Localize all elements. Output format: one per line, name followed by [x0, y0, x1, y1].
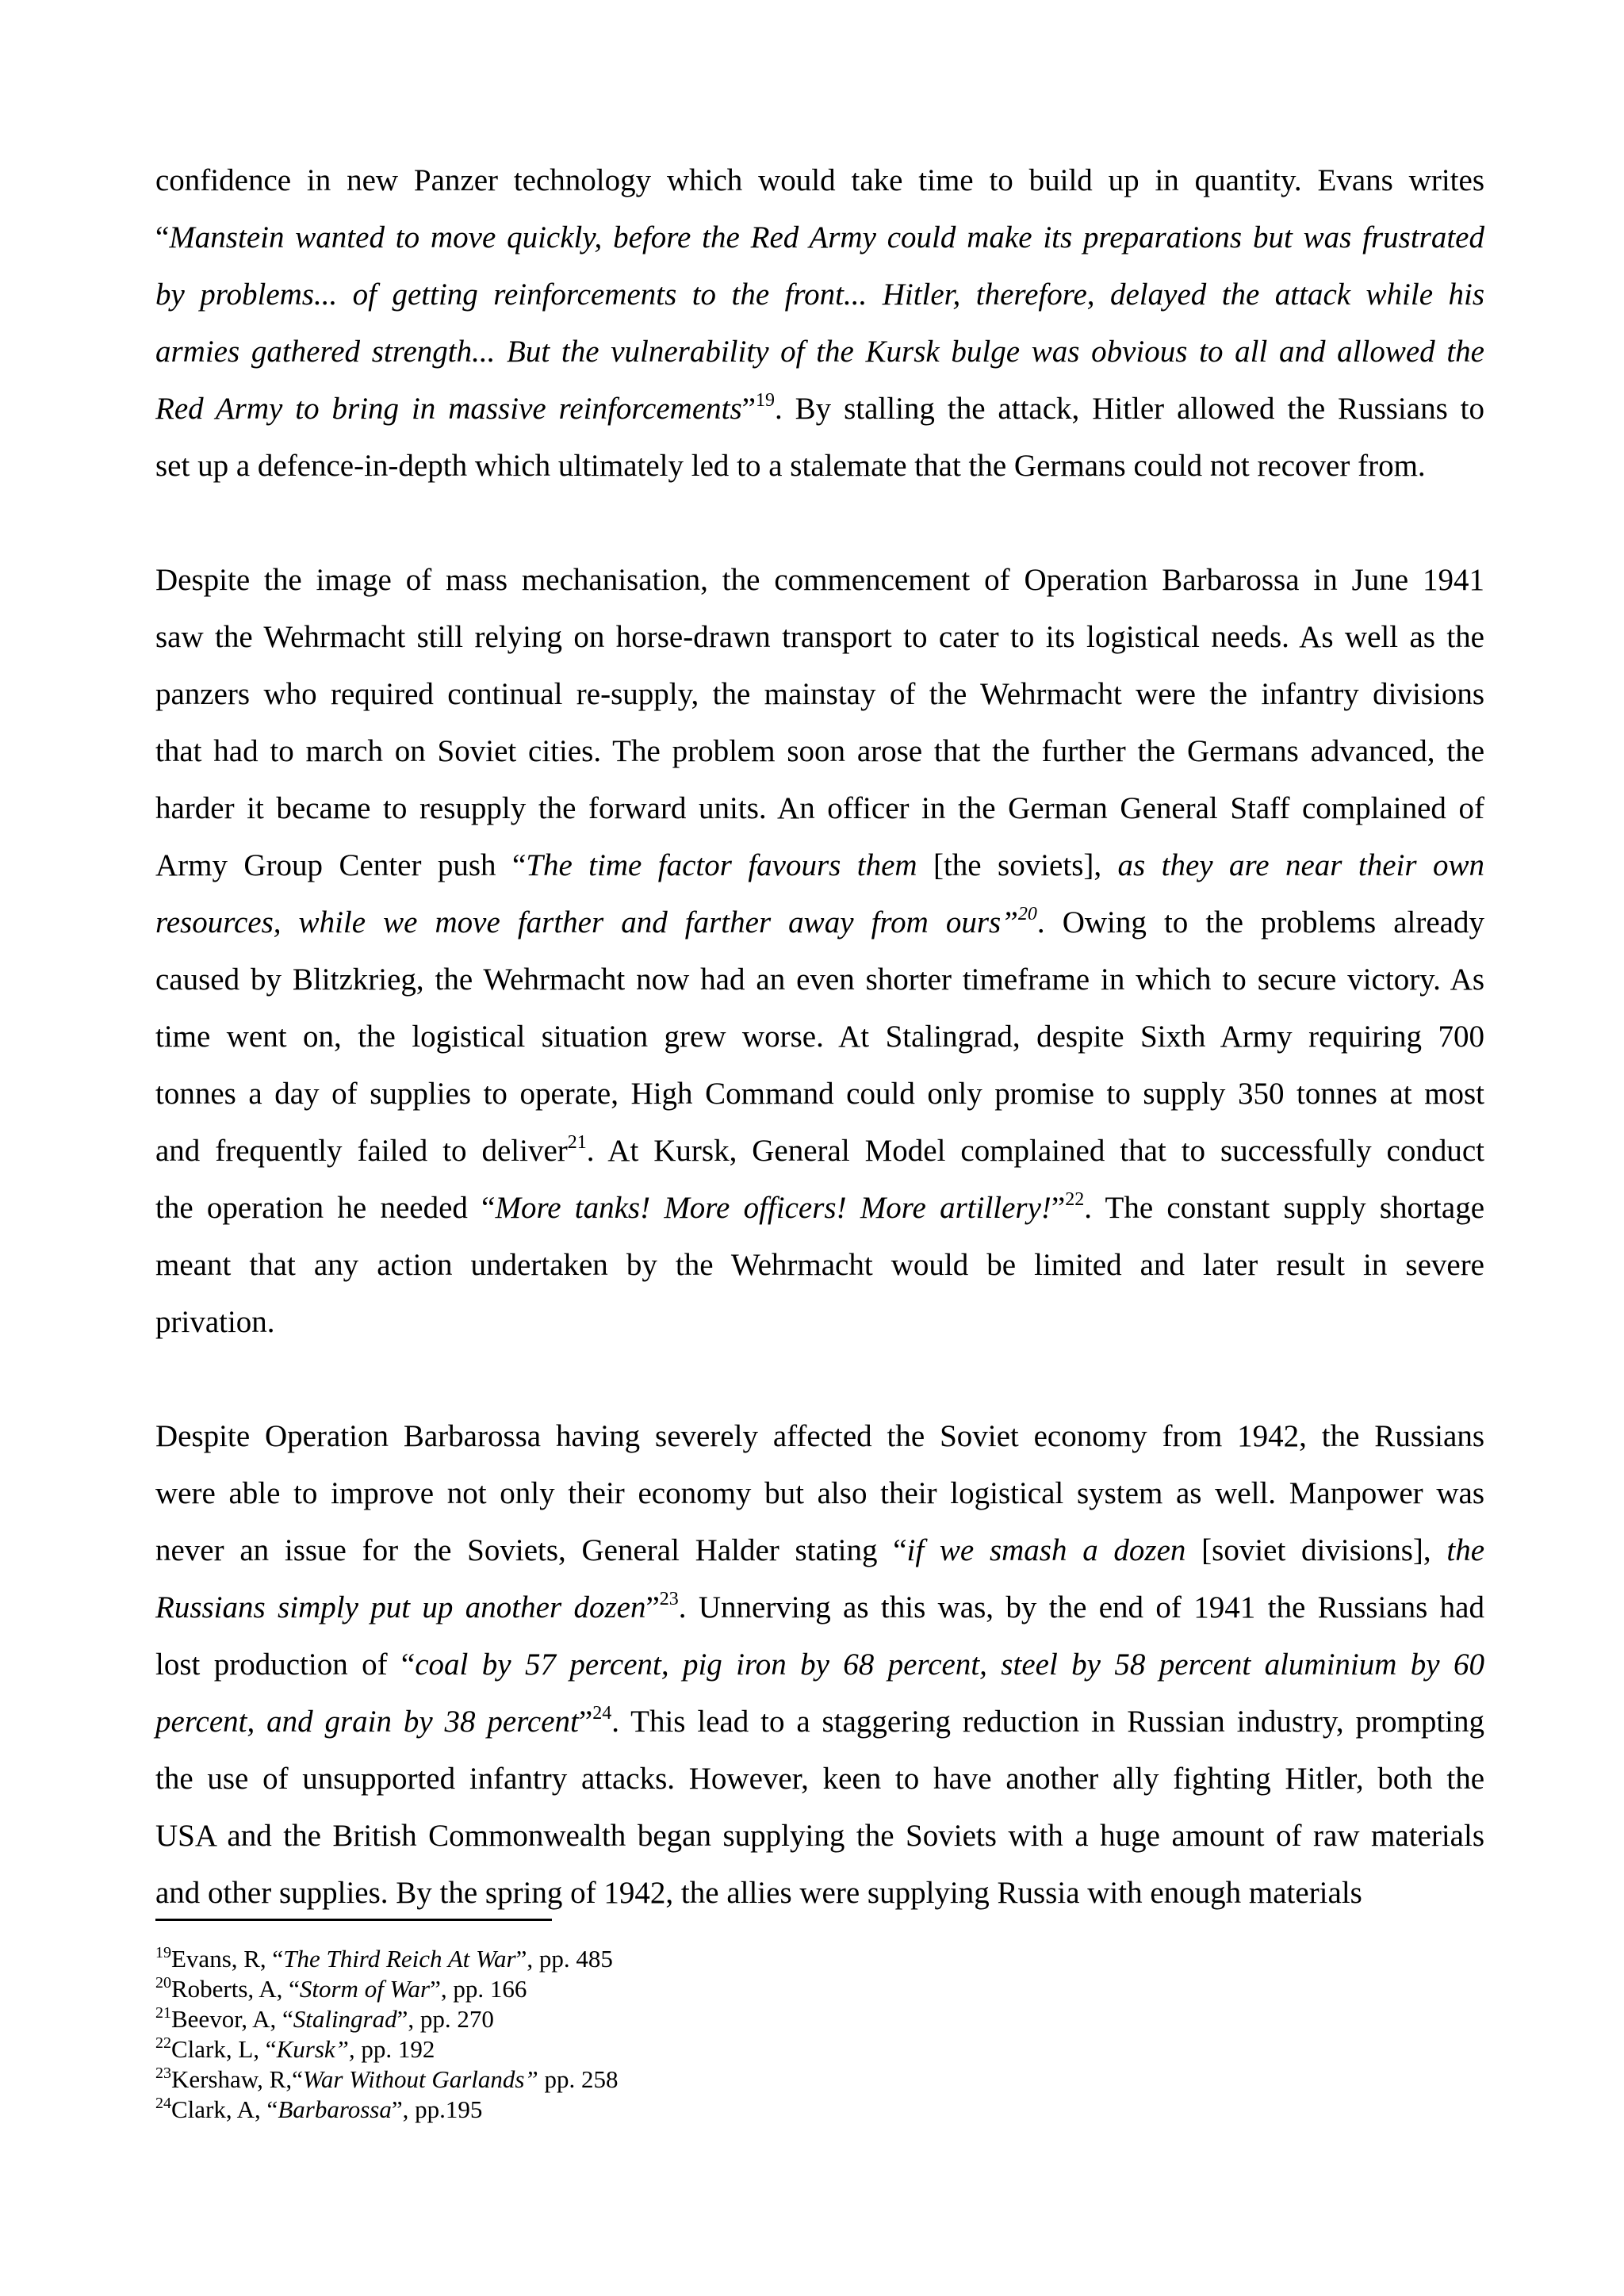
footnote-ref: 19 [755, 390, 775, 411]
text-line [155, 609, 1484, 666]
footnotes [155, 1944, 1107, 2125]
body-text [155, 152, 1484, 1922]
text-line [155, 1808, 1484, 1865]
text-run: Clark, A, “ [171, 2095, 278, 2123]
italic-quote: Red Army to bring in massive reinforcements [155, 392, 742, 426]
text-line [155, 1751, 1484, 1808]
italic-quote: More tanks! More officers! More artillery! [495, 1191, 1051, 1225]
footnote-ref: 23 [155, 2064, 171, 2082]
italic-quote: Barbarossa [278, 2095, 392, 2123]
text-line [155, 1237, 1484, 1294]
text-run: and frequently failed to deliver [155, 1134, 568, 1168]
text-line [155, 552, 1484, 609]
italic-quote: percent, and grain by 38 percent [155, 1705, 579, 1739]
text-run: Clark, L, “ [171, 2035, 277, 2063]
text-run: ”, pp. 166 [430, 1975, 527, 2003]
text-run: ” [1051, 1191, 1066, 1225]
text-run: lost production of “ [155, 1647, 416, 1682]
text-run: [soviet divisions], [1185, 1533, 1447, 1567]
footnote-ref: 23 [659, 1589, 679, 1609]
text-line [155, 438, 1484, 495]
footnote-item [155, 2095, 1107, 2125]
text-line [155, 1693, 1484, 1751]
paragraph-1 [155, 152, 1484, 495]
text-run: Army Group Center push “ [155, 848, 527, 882]
text-run: pp. 258 [538, 2065, 619, 2093]
text-run: the operation he needed “ [155, 1191, 496, 1225]
text-run: panzers who required continual re-supply, the mainstay of the Wehrmacht were the infantry divisions [155, 677, 1484, 711]
text-run: Roberts, A, “ [171, 1975, 300, 2003]
text-line [155, 1408, 1484, 1465]
text-run: ”, pp. 485 [515, 1945, 613, 1973]
italic-quote: The time factor favours them [526, 848, 917, 882]
text-line [155, 1180, 1484, 1237]
text-run: pp. 192 [354, 2035, 435, 2063]
text-line [155, 152, 1484, 209]
footnote-ref: 24 [155, 2095, 171, 2112]
paragraph-3 [155, 1408, 1484, 1922]
text-run: Despite Operation Barbarossa having severely affected the Soviet economy from 1942, the Russians [155, 1419, 1484, 1453]
footnote-ref: 24 [592, 1703, 612, 1724]
footnote-item [155, 2034, 1107, 2064]
text-line [155, 381, 1484, 438]
text-run: ”, pp.195 [391, 2095, 483, 2123]
text-line [155, 780, 1484, 837]
text-run: Evans, R, “ [171, 1945, 284, 1973]
italic-quote: Manstein wanted to move quickly, before the Red Army could make its preparations but was frustrated [169, 220, 1484, 254]
text-run: . Unnerving as this was, by the end of 1941 the Russians had [678, 1590, 1484, 1624]
text-run: . By stalling the attack, Hitler allowed the Russians to [774, 392, 1485, 426]
text-run: meant that any action undertaken by the Wehrmacht would be limited and later result in severe [155, 1248, 1484, 1282]
footnote-ref: 21 [567, 1132, 587, 1153]
italic-quote: by problems... of getting reinforcements to the front... Hitler, therefore, delayed the attack while his [155, 277, 1484, 312]
italic-quote: armies gathered strength... But the vulnerability of the Kursk bulge was obvious to all and allowed the [155, 335, 1484, 369]
italic-quote: if we smash a dozen [906, 1533, 1186, 1567]
text-run: . This lead to a staggering reduction in Russian industry, prompting [611, 1705, 1484, 1739]
text-run: that had to march on Soviet cities. The problem soon arose that the further the Germans advanced, the [155, 734, 1484, 768]
text-run: ” [645, 1590, 660, 1624]
italic-quote: The Third Reich At War [283, 1945, 516, 1973]
text-run: . The constant supply shortage [1084, 1191, 1484, 1225]
text-run: tonnes a day of supplies to operate, High Command could only promise to supply 350 tonnes at most [155, 1077, 1484, 1111]
text-line [155, 1294, 1484, 1351]
text-run: [the soviets], [917, 848, 1118, 882]
text-run: USA and the British Commonwealth began supplying the Soviets with a huge amount of raw materials [155, 1819, 1484, 1853]
text-run: harder it became to resupply the forward units. An officer in the German General Staff complained of [155, 791, 1484, 825]
text-line [155, 894, 1484, 951]
text-run: . Owing to the problems already [1036, 905, 1484, 939]
text-run: were able to improve not only their economy but also their logistical system as well. Manpower was [155, 1476, 1484, 1510]
text-run: saw the Wehrmacht still relying on horse-drawn transport to cater to its logistical needs. As well as the [155, 620, 1484, 654]
text-line [155, 1465, 1484, 1522]
text-run: “ [155, 220, 170, 254]
text-line [155, 209, 1484, 266]
italic-quote: Kursk”, [276, 2035, 355, 2063]
text-line [155, 1123, 1484, 1180]
text-line [155, 1579, 1484, 1636]
footnote-ref: 20 [1017, 904, 1037, 924]
text-run: ”, pp. 270 [396, 2005, 494, 2033]
text-run: Beevor, A, “ [171, 2005, 293, 2033]
text-line [155, 837, 1484, 894]
text-run: Kershaw, R,“ [171, 2065, 303, 2093]
text-run: and other supplies. By the spring of 1942, the allies were supplying Russia with enough materials [155, 1876, 1362, 1910]
text-line [155, 323, 1484, 381]
text-line [155, 1636, 1484, 1693]
text-run: privation. [155, 1305, 275, 1339]
italic-quote: War Without Garlands” [302, 2065, 538, 2093]
text-run: Despite the image of mass mechanisation, the commencement of Operation Barbarossa in June 1941 [155, 563, 1484, 597]
footnote-item [155, 2064, 1107, 2095]
paragraph-2 [155, 552, 1484, 1351]
text-run: confidence in new Panzer technology which would take time to build up in quantity. Evans writes [155, 163, 1484, 197]
italic-quote: Stalingrad [293, 2005, 397, 2033]
footnote-ref: 22 [155, 2034, 171, 2052]
footnote-separator [155, 1919, 552, 1921]
footnote-item [155, 2004, 1107, 2034]
text-run: . At Kursk, General Model complained that to successfully conduct [586, 1134, 1484, 1168]
text-line [155, 1008, 1484, 1066]
footnote-ref: 21 [155, 2004, 171, 2022]
text-run: time went on, the logistical situation grew worse. At Stalingrad, despite Sixth Army requiring 700 [155, 1020, 1484, 1054]
italic-quote: resources, while we move farther and farther away from ours” [155, 905, 1018, 939]
text-line [155, 723, 1484, 780]
italic-quote: coal by 57 percent, pig iron by 68 percent, steel by 58 percent aluminium by 60 [415, 1647, 1484, 1682]
text-line [155, 266, 1484, 323]
text-run: the use of unsupported infantry attacks. However, keen to have another ally fighting Hitler, both the [155, 1762, 1484, 1796]
italic-quote: the [1446, 1533, 1485, 1567]
text-line [155, 666, 1484, 723]
footnote-ref: 22 [1065, 1189, 1085, 1210]
italic-quote: Storm of War [299, 1975, 431, 2003]
text-run: never an issue for the Soviets, General Halder stating “ [155, 1533, 907, 1567]
footnote-item [155, 1974, 1107, 2004]
text-run: ” [578, 1705, 593, 1739]
text-line [155, 1066, 1484, 1123]
italic-quote: as they are near their own [1117, 848, 1484, 882]
text-line [155, 1522, 1484, 1579]
text-line [155, 1865, 1484, 1922]
text-run: set up a defence-in-depth which ultimately led to a stalemate that the Germans could not recover from. [155, 449, 1426, 483]
text-run: caused by Blitzkrieg, the Wehrmacht now had an even shorter timeframe in which to secure victory. As [155, 962, 1484, 997]
text-run: ” [741, 392, 756, 426]
footnote-ref: 20 [155, 1974, 171, 1992]
text-line [155, 951, 1484, 1008]
footnote-item [155, 1944, 1107, 1974]
italic-quote: Russians simply put up another dozen [155, 1590, 646, 1624]
footnote-ref: 19 [155, 1944, 171, 1961]
